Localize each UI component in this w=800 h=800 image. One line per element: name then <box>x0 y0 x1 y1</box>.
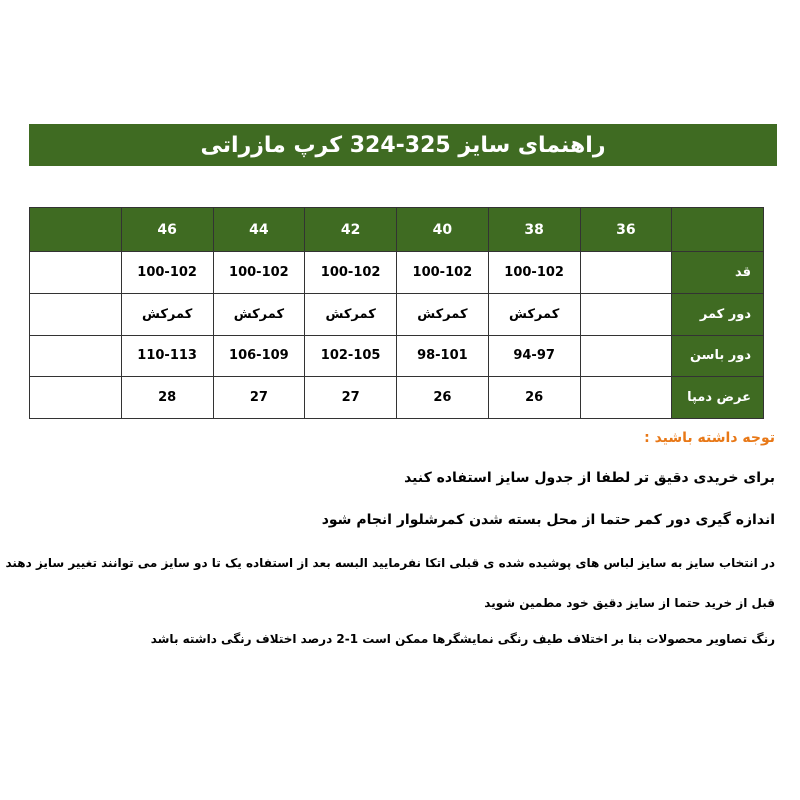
header-size-46: 46 <box>121 208 213 252</box>
notice-heading: توجه داشته باشید : <box>644 430 775 446</box>
row-label-hip: دور باسن <box>672 335 764 377</box>
table-header-row <box>30 208 764 252</box>
table-row <box>30 335 764 377</box>
row-label-height: قد <box>672 252 764 294</box>
table-cell: 100-102 <box>305 252 397 294</box>
table-cell: کمرکش <box>397 293 489 335</box>
table-cell: 27 <box>213 377 305 419</box>
note-line: قبل از خرید حتما از سایز دقیق خود مطمین شوید <box>484 596 775 610</box>
table-cell <box>30 335 122 377</box>
table-cell: 100-102 <box>121 252 213 294</box>
row-label-hem-width: عرض دمپا <box>672 377 764 419</box>
table-cell <box>30 377 122 419</box>
table-cell: کمرکش <box>121 293 213 335</box>
header-size-42: 42 <box>305 208 397 252</box>
header-corner <box>672 208 764 252</box>
table-cell: 102-105 <box>305 335 397 377</box>
row-label-waist: دور کمر <box>672 293 764 335</box>
note-line: اندازه گیری دور کمر حتما از محل بسته شدن کمرشلوار انجام شود <box>321 512 775 528</box>
header-size-40: 40 <box>397 208 489 252</box>
table-cell <box>580 335 672 377</box>
table-cell: کمرکش <box>305 293 397 335</box>
table-cell: کمرکش <box>488 293 580 335</box>
table-cell <box>580 377 672 419</box>
table-cell <box>580 293 672 335</box>
header-size-38: 38 <box>488 208 580 252</box>
table-cell: 100-102 <box>488 252 580 294</box>
header-size-44: 44 <box>213 208 305 252</box>
table-cell: 100-102 <box>397 252 489 294</box>
table-cell: 94-97 <box>488 335 580 377</box>
table-cell: 100-102 <box>213 252 305 294</box>
table-cell <box>580 252 672 294</box>
page-title: راهنمای سایز 325-324 کرپ مازراتی <box>29 124 777 166</box>
table-cell: 26 <box>397 377 489 419</box>
header-size-36: 36 <box>580 208 672 252</box>
table-cell <box>30 293 122 335</box>
table-cell <box>30 252 122 294</box>
note-line: رنگ تصاویر محصولات بنا بر اختلاف طیف رنگی نمایشگرها ممکن است 1-2 درصد اختلاف رنگی داشته باشد <box>150 632 775 646</box>
table-cell: 98-101 <box>397 335 489 377</box>
header-blank <box>30 208 122 252</box>
table-row <box>30 252 764 294</box>
table-cell: 27 <box>305 377 397 419</box>
note-line: در انتخاب سایز به سایز لباس های پوشیده شده ی قبلی اتکا نفرمایید البسه بعد از استفاده یک تا دو سایز می توانند تغییر سایز دهند <box>5 556 775 570</box>
note-line: برای خریدی دقیق تر لطفا از جدول سایز استفاده کنید <box>404 470 775 486</box>
table-cell: 110-113 <box>121 335 213 377</box>
table-cell: 106-109 <box>213 335 305 377</box>
table-cell: 26 <box>488 377 580 419</box>
size-table <box>29 207 764 419</box>
table-cell: کمرکش <box>213 293 305 335</box>
table-row <box>30 377 764 419</box>
table-row <box>30 293 764 335</box>
table-cell: 28 <box>121 377 213 419</box>
